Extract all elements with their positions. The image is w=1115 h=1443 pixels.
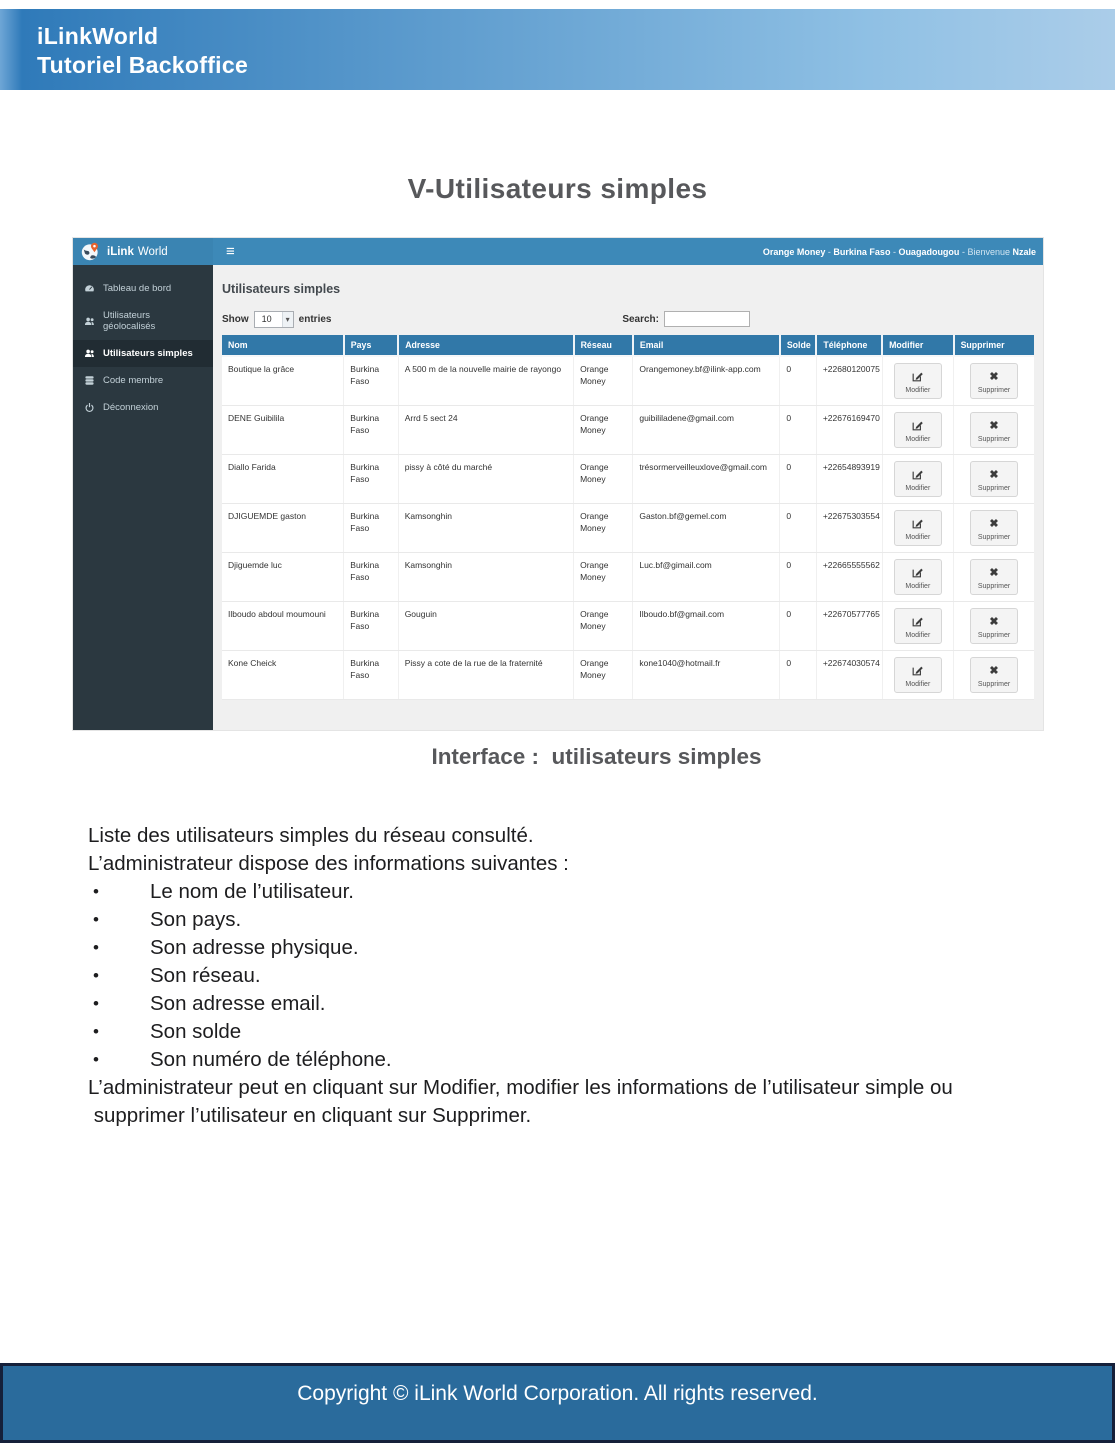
cell-solde: 0 (780, 356, 817, 406)
cell-telephone: +22654893919 (816, 455, 882, 504)
modify-button[interactable]: Modifier (894, 559, 942, 595)
globe-pin-icon (81, 242, 100, 261)
col-header-modifier[interactable]: Modifier (882, 335, 953, 356)
cell-reseau: Orange Money (574, 602, 633, 651)
cell-nom: Ilboudo abdoul moumouni (222, 602, 344, 651)
modify-button[interactable]: Modifier (894, 461, 942, 497)
search-control (622, 311, 750, 327)
content-panel (213, 265, 1043, 730)
delete-button[interactable]: ✖ Supprimer (970, 363, 1018, 399)
edit-icon (897, 517, 939, 531)
modify-button[interactable]: Modifier (894, 510, 942, 546)
body-line: L’administrateur dispose des informations suivantes : (88, 852, 569, 875)
modify-button[interactable]: Modifier (894, 657, 942, 693)
col-header-telephone[interactable]: Téléphone (816, 335, 882, 356)
edit-icon (897, 370, 939, 384)
cell-telephone: +22665555562 (816, 553, 882, 602)
delete-button[interactable]: ✖ Supprimer (970, 461, 1018, 497)
page-size-select[interactable] (254, 311, 294, 328)
body-line: supprimer l’utilisateur en cliquant sur Supprimer. (88, 1104, 532, 1127)
body-text (88, 822, 1073, 1130)
table-controls (222, 310, 1034, 328)
document-header (0, 9, 1115, 90)
bullet-icon: • (93, 882, 99, 901)
cell-solde: 0 (780, 602, 817, 651)
cell-pays: Burkina Faso (344, 651, 398, 700)
cell-pays: Burkina Faso (344, 504, 398, 553)
table-header-row (222, 335, 1034, 356)
bullet-icon: • (93, 910, 99, 929)
cell-email: guibililadene@gmail.com (633, 406, 780, 455)
menu-toggle-icon[interactable]: ≡ (226, 243, 235, 260)
sidebar-item-utilisateurs-geolocalises[interactable]: Utilisateurs géolocalisés (73, 302, 213, 340)
doc-header-subtitle: Tutoriel Backoffice (37, 52, 249, 78)
dashboard-icon (84, 283, 95, 294)
sidebar-item-tableau-de-bord[interactable]: Tableau de bord (73, 275, 213, 302)
col-header-supprimer[interactable]: Supprimer (954, 335, 1034, 356)
users-icon (84, 348, 95, 359)
x-icon: ✖ (989, 665, 999, 677)
cell-reseau: Orange Money (574, 553, 633, 602)
document-footer (0, 1363, 1115, 1443)
cell-adresse: Gouguin (398, 602, 573, 651)
cell-adresse: A 500 m de la nouvelle mairie de rayongo (398, 356, 573, 406)
list-item: • Son adresse physique. (88, 934, 1073, 962)
cell-nom: Kone Cheick (222, 651, 344, 700)
list-item: • Son pays. (88, 906, 1073, 934)
table-row (222, 553, 1034, 602)
bullet-icon: • (93, 994, 99, 1013)
cell-email: Gaston.bf@gemel.com (633, 504, 780, 553)
sidebar-item-deconnexion[interactable]: Déconnexion (73, 394, 213, 421)
cell-telephone: +22674030574 (816, 651, 882, 700)
cell-pays: Burkina Faso (344, 356, 398, 406)
col-header-email[interactable]: Email (633, 335, 780, 356)
col-header-reseau[interactable]: Réseau (574, 335, 633, 356)
cell-email: kone1040@hotmail.fr (633, 651, 780, 700)
col-header-solde[interactable]: Solde (780, 335, 817, 356)
app-logo[interactable] (73, 238, 213, 265)
x-icon: ✖ (989, 371, 999, 383)
sidebar (73, 265, 213, 730)
cell-nom: Diallo Farida (222, 455, 344, 504)
bullet-icon: • (93, 966, 99, 985)
cell-reseau: Orange Money (574, 504, 633, 553)
cell-solde: 0 (780, 651, 817, 700)
bullet-icon: • (93, 1022, 99, 1041)
navbar-main (213, 238, 1043, 265)
show-label: Show (222, 313, 249, 325)
delete-button[interactable]: ✖ Supprimer (970, 412, 1018, 448)
edit-icon (897, 566, 939, 580)
delete-button[interactable]: ✖ Supprimer (970, 510, 1018, 546)
modify-button[interactable]: Modifier (894, 363, 942, 399)
page-size-control (222, 311, 331, 328)
panel-title: Utilisateurs simples (222, 282, 341, 296)
cell-nom: DJIGUEMDE gaston (222, 504, 344, 553)
table-row (222, 455, 1034, 504)
edit-icon (897, 615, 939, 629)
cell-adresse: pissy à côté du marché (398, 455, 573, 504)
cell-reseau: Orange Money (574, 455, 633, 504)
search-label: Search: (622, 313, 659, 325)
cell-nom: Boutique la grâce (222, 356, 344, 406)
sidebar-item-code-membre[interactable]: Code membre (73, 367, 213, 394)
edit-icon (897, 664, 939, 678)
cell-pays: Burkina Faso (344, 455, 398, 504)
list-item: • Son solde (88, 1018, 1073, 1046)
table-row (222, 406, 1034, 455)
users-table (222, 335, 1034, 700)
cell-adresse: Arrd 5 sect 24 (398, 406, 573, 455)
x-icon: ✖ (989, 420, 999, 432)
cell-pays: Burkina Faso (344, 406, 398, 455)
cell-telephone: +22680120075 (816, 356, 882, 406)
cell-pays: Burkina Faso (344, 553, 398, 602)
cell-reseau: Orange Money (574, 406, 633, 455)
backoffice-screenshot (73, 238, 1043, 730)
bullet-icon: • (93, 1050, 99, 1069)
cell-email: Orangemoney.bf@ilink-app.com (633, 356, 780, 406)
edit-icon (897, 419, 939, 433)
copyright-text: Copyright © iLink World Corporation. All rights reserved. (297, 1382, 818, 1405)
section-title: V-Utilisateurs simples (407, 173, 708, 204)
cell-pays: Burkina Faso (344, 602, 398, 651)
database-icon (84, 375, 95, 386)
x-icon: ✖ (989, 518, 999, 530)
figure-caption: Interface : utilisateurs simples (431, 744, 762, 769)
cell-adresse: Kamsonghin (398, 504, 573, 553)
navbar-user-info: Orange Money - Burkina Faso - Ouagadougou - Bienvenue Nzale (762, 246, 1036, 257)
list-item: • Son réseau. (88, 962, 1073, 990)
cell-nom: Djiguemde luc (222, 553, 344, 602)
cell-telephone: +22676169470 (816, 406, 882, 455)
x-icon: ✖ (989, 567, 999, 579)
app-navbar (73, 238, 1043, 265)
cell-solde: 0 (780, 504, 817, 553)
list-item: • Le nom de l’utilisateur. (88, 878, 1073, 906)
body-line: Liste des utilisateurs simples du réseau consulté. (88, 824, 534, 847)
cell-reseau: Orange Money (574, 651, 633, 700)
cell-telephone: +22670577765 (816, 602, 882, 651)
delete-button[interactable]: ✖ Supprimer (970, 657, 1018, 693)
list-item: • Son numéro de téléphone. (88, 1046, 1073, 1074)
body-line: L’administrateur peut en cliquant sur Modifier, modifier les informations de l’utilisateur simple ou (88, 1076, 953, 1099)
cell-reseau: Orange Money (574, 356, 633, 406)
delete-button[interactable]: ✖ Supprimer (970, 608, 1018, 644)
cell-email: Luc.bf@gimail.com (633, 553, 780, 602)
col-header-adresse[interactable]: Adresse (398, 335, 573, 356)
cell-solde: 0 (780, 553, 817, 602)
table-row (222, 356, 1034, 406)
users-icon (84, 316, 95, 327)
delete-button[interactable]: ✖ Supprimer (970, 559, 1018, 595)
col-header-pays[interactable]: Pays (344, 335, 398, 356)
cell-email: Ilboudo.bf@gmail.com (633, 602, 780, 651)
col-header-nom[interactable]: Nom (222, 335, 344, 356)
cell-adresse: Pissy a cote de la rue de la fraternité (398, 651, 573, 700)
table-row (222, 504, 1034, 553)
app-brand-name: iLink World (107, 245, 168, 258)
modify-button[interactable]: Modifier (894, 412, 942, 448)
entries-label: entries (298, 313, 332, 325)
power-icon (84, 402, 95, 413)
table-row (222, 602, 1034, 651)
doc-header-brand: iLinkWorld (37, 23, 159, 49)
bullet-icon: • (93, 938, 99, 957)
page-size-value: 10 (261, 314, 272, 324)
search-input[interactable] (664, 311, 750, 327)
x-icon: ✖ (989, 469, 999, 481)
x-icon: ✖ (989, 616, 999, 628)
cell-solde: 0 (780, 455, 817, 504)
chevron-down-icon: ▾ (282, 312, 293, 327)
cell-adresse: Kamsonghin (398, 553, 573, 602)
edit-icon (897, 468, 939, 482)
cell-solde: 0 (780, 406, 817, 455)
modify-button[interactable]: Modifier (894, 608, 942, 644)
cell-nom: DENE Guibilila (222, 406, 344, 455)
cell-email: trésormerveilleuxlove@gmail.com (633, 455, 780, 504)
cell-telephone: +22675303554 (816, 504, 882, 553)
sidebar-item-utilisateurs-simples[interactable]: Utilisateurs simples (73, 340, 213, 367)
list-item: • Son adresse email. (88, 990, 1073, 1018)
table-row (222, 651, 1034, 700)
